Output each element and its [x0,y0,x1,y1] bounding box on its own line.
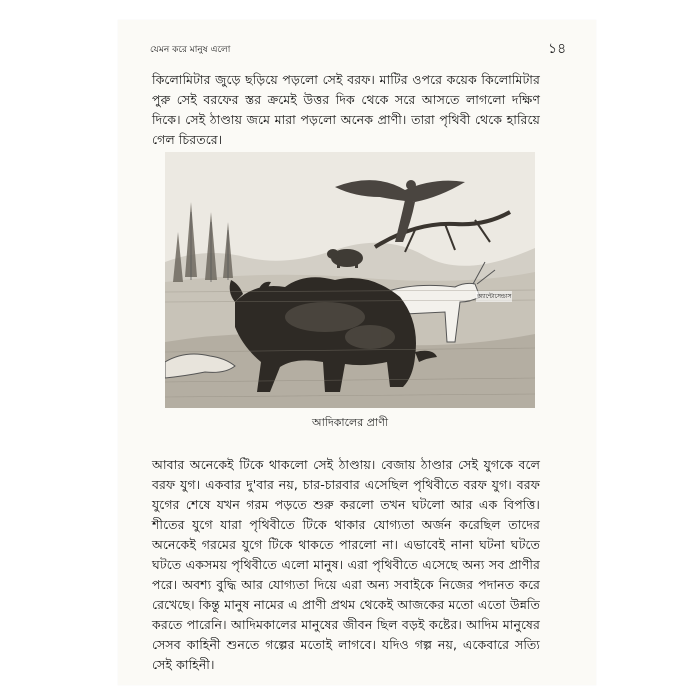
figure-caption: আদিকালের প্রাণী [311,416,388,429]
running-header-title: যেমন করে মানুষ এলো [150,45,231,55]
illustration-drawing [165,152,535,408]
illustration-inset-label: অ্যান্টোসেন্ডাস [477,293,512,300]
page-number: ১৪ [548,41,567,57]
paragraph-intro: কিলোমিটার জুড়ে ছড়িয়ে পড়লো সেই বরফ। মাটির ওপরে কয়েক কিলোমিটার পুরু সেই বরফের স্তর ক্রমেই উত্তর দিক থেকে সরে আসতে লাগলো দক্ষিণ দিকে। সেই ঠাণ্ডায় জমে মারা পড়লো অনেক প্রাণী। তারা পৃথিবী থেকে হারিয়ে গেল চিরতরে। [152,72,540,147]
paragraph-main: আবার অনেকেই টিকে থাকলো সেই ঠাণ্ডায়। বেজায় ঠাণ্ডার সেই যুগকে বলে বরফ যুগ। একবার দু'বার নয়, চার-চারবার এসেছিল পৃথিবীতে বরফ যুগ। বরফ যুগের শেষে যখন গরম পড়তে শুরু করলো তখন ঘটলো আর এক বিপত্তি। শীতের যুগে যারা পৃথিবীতে টিকে থাকার যোগ্যতা অর্জন করেছিল তাদের অনেকেই গরমের যুগে টিকে থাকতে পারলো না। এভাবেই নানা ঘটনা ঘটতে ঘটতে একসময় পৃথিবীতে এলো মানুষ। এরা পৃথিবীতে এসেছে অন্য সব প্রাণীর পরে। অবশ্য বুদ্ধি আর যোগ্যতা দিয়ে এরা অন্য সবাইকে নিজের পদানত করে রেখেছে। কিন্তু মানুষ নামের এ প্রাণী প্রথম থেকেই আজকের মতো এতো উন্নতি করতে পারেনি। আদিমকালের মানুষের জীবন ছিল বড়ই কষ্টের। আদিম মানুষের সেসব কাহিনী শুনতে গল্পের মতোই লাগবে। যদিও গল্প নয়, একেবারে সত্যি সেই কাহিনী। [152,457,540,672]
illustration-prehistoric-animals [165,152,535,408]
